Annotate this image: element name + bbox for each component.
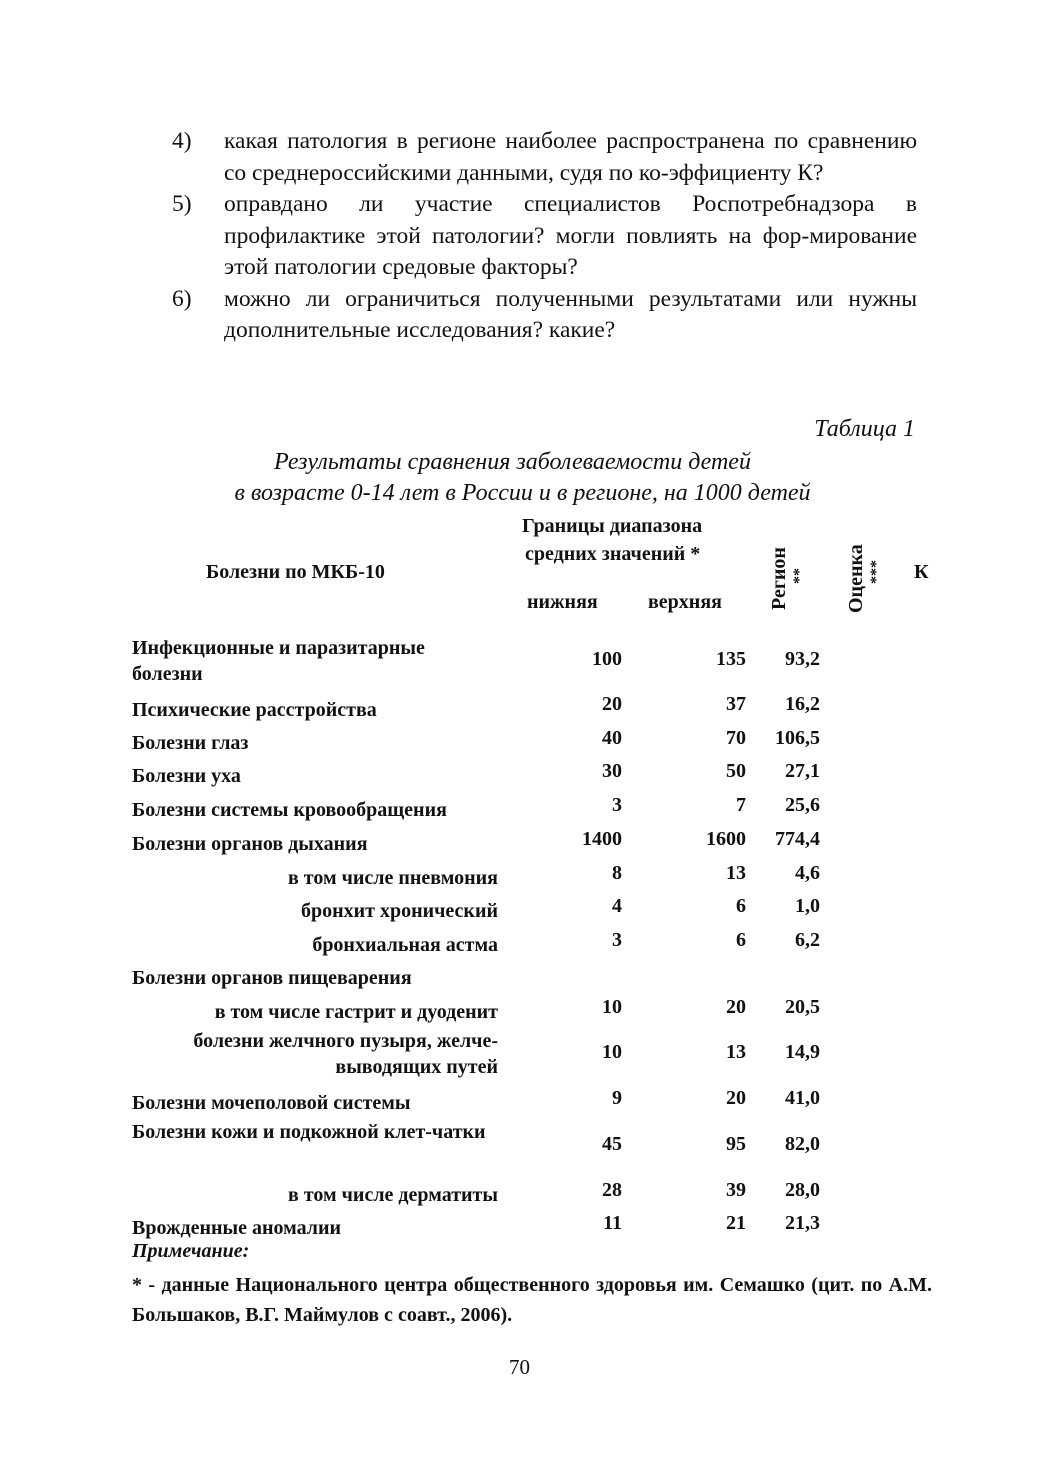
cell-upper: 6 (736, 929, 746, 951)
cell-upper: 95 (726, 1133, 746, 1155)
cell-lower: 9 (612, 1087, 622, 1109)
row-name: Врожденные аномалии (132, 1217, 342, 1239)
header-assessment-mark-text: *** (868, 560, 885, 584)
header-region-text: Регион (768, 547, 790, 610)
table-label: Таблица 1 (814, 416, 915, 442)
cell-region: 774,4 (775, 828, 820, 850)
row-name: болезни желчного пузыря, желче-выводящих путей (193, 1030, 498, 1078)
cell-upper: 135 (716, 648, 746, 670)
cell-region: 28,0 (785, 1179, 820, 1201)
list-text: можно ли ограничиться полученными результатами или нужны дополнительные исследования? какие? (224, 285, 917, 343)
list-text: оправдано ли участие специалистов Роспотребнадзора в профилактике этой патологии? могли повлиять на фор-мирование этой патологии средовые факторы? (224, 191, 917, 280)
cell-lower: 11 (603, 1212, 622, 1234)
cell-region: 14,9 (785, 1041, 820, 1063)
cell-region: 1,0 (795, 895, 820, 917)
cell-lower: 3 (612, 794, 622, 816)
cell-lower: 10 (602, 1041, 622, 1063)
table-title-line1: Результаты сравнения заболеваемости детей (274, 449, 751, 475)
cell-lower: 28 (602, 1179, 622, 1201)
row-name: Болезни системы кровообращения (132, 799, 447, 821)
list-number: 6) (172, 285, 192, 312)
cell-upper: 13 (726, 1041, 746, 1063)
cell-upper: 20 (726, 1087, 746, 1109)
cell-upper: 50 (726, 760, 746, 782)
header-assessment-text: Оценка (845, 544, 867, 613)
row-name: Болезни органов дыхания (132, 833, 368, 855)
cell-region: 21,3 (785, 1212, 820, 1234)
cell-region: 106,5 (775, 727, 820, 749)
cell-upper: 1600 (706, 828, 746, 850)
row-name: бронхиальная астма (312, 934, 498, 956)
cell-lower: 20 (602, 693, 622, 715)
cell-upper: 13 (726, 862, 746, 884)
list-text: какая патология в регионе наиболее распространена по сравнению со среднероссийскими данными, судя по ко-эффициенту К? (224, 128, 917, 186)
note-label: Примечание: (132, 1240, 250, 1262)
page-number: 70 (509, 1355, 530, 1379)
cell-upper: 20 (726, 996, 746, 1018)
cell-region: 4,6 (795, 862, 820, 884)
header-lower: нижняя (527, 591, 598, 613)
row-name: бронхит хронический (300, 900, 498, 922)
note-text: * - данные Национального центра общественного здоровья им. Семашко (цит. по А.М. Большаков, В.Г. Маймулов с соавт., 2006). (132, 1274, 932, 1326)
row-name: Болезни глаз (132, 732, 249, 754)
cell-lower: 45 (602, 1133, 622, 1155)
cell-lower: 40 (602, 727, 622, 749)
row-name: Болезни уха (132, 765, 241, 787)
row-name: Инфекционные и паразитарные болезни (132, 637, 425, 685)
row-name: Болезни кожи и подкожной клет-чатки (132, 1121, 486, 1143)
cell-region: 41,0 (785, 1087, 820, 1109)
row-name: Болезни органов пищеварения (132, 967, 412, 989)
cell-region: 82,0 (785, 1133, 820, 1155)
header-range-line1: Границы диапазона (522, 515, 703, 537)
cell-lower: 1400 (582, 828, 622, 850)
row-name: Болезни мочеполовой системы (132, 1092, 411, 1114)
cell-lower: 10 (602, 996, 622, 1018)
cell-region: 25,6 (785, 794, 820, 816)
cell-region: 93,2 (785, 648, 820, 670)
row-name: в том числе дерматиты (288, 1184, 498, 1206)
cell-upper: 6 (736, 895, 746, 917)
cell-upper: 21 (726, 1212, 746, 1234)
cell-lower: 8 (612, 862, 622, 884)
cell-upper: 37 (726, 693, 746, 715)
cell-region: 6,2 (795, 929, 820, 951)
header-region-mark-text: ** (791, 568, 808, 584)
cell-region: 16,2 (785, 693, 820, 715)
cell-lower: 4 (612, 895, 622, 917)
cell-upper: 70 (726, 727, 746, 749)
row-name: в том числе пневмония (288, 867, 498, 889)
header-k: К (914, 561, 929, 583)
header-range-line2: средних значений * (525, 543, 701, 565)
cell-region: 27,1 (785, 760, 820, 782)
header-disease: Болезни по МКБ-10 (206, 561, 385, 583)
list-number: 5) (172, 191, 192, 217)
header-upper: верхняя (648, 591, 722, 613)
list-number: 4) (172, 128, 192, 154)
cell-upper: 7 (736, 794, 746, 816)
cell-lower: 100 (592, 648, 622, 670)
cell-upper: 39 (726, 1179, 746, 1201)
row-name: в том числе гастрит и дуоденит (214, 1001, 498, 1023)
cell-lower: 3 (612, 929, 622, 951)
cell-region: 20,5 (785, 996, 820, 1018)
table-title-line2: в возрасте 0-14 лет в России и в регионе, на 1000 детей (234, 480, 811, 506)
row-name: Психические расстройства (132, 699, 377, 721)
cell-lower: 30 (602, 760, 622, 782)
